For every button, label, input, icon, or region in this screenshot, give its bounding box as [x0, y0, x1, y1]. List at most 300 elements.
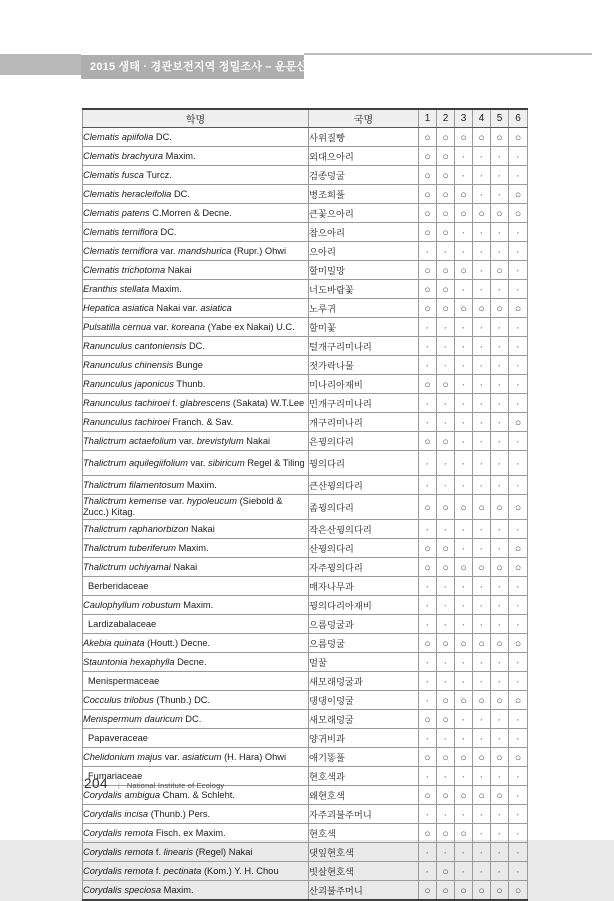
- presence-circle-icon: ○: [442, 502, 449, 515]
- absence-dot-icon: ·: [426, 247, 429, 257]
- presence-circle-icon: ○: [514, 502, 522, 515]
- latin-name-segment: Thalictrum raphanorbizon: [83, 523, 189, 534]
- presence-circle-icon: ○: [514, 885, 522, 898]
- presence-circle-icon: ○: [514, 208, 522, 220]
- latin-name-segment: Pulsatilla cernua: [83, 321, 152, 332]
- authority-segment: Franch. & Sav.: [169, 416, 234, 427]
- korean-name-cell: 양귀비과: [309, 729, 419, 748]
- authority-segment: Thunb.: [173, 378, 206, 389]
- absence-mark-cell: [455, 539, 473, 558]
- presence-mark-cell: [437, 128, 455, 147]
- presence-mark-cell: [455, 558, 473, 577]
- absence-mark-cell: [491, 520, 509, 539]
- absence-dot-icon: ·: [516, 285, 520, 295]
- absence-dot-icon: ·: [516, 481, 520, 492]
- latin-name-segment: Corydalis ambigua: [83, 789, 160, 800]
- presence-circle-icon: ○: [424, 284, 431, 296]
- absence-dot-icon: ·: [480, 677, 483, 688]
- absence-dot-icon: ·: [462, 867, 465, 878]
- latin-name-segment: Ranunculus chinensis: [83, 359, 174, 370]
- presence-circle-icon: ○: [442, 379, 449, 391]
- latin-name-segment: Clematis apiifolia: [83, 131, 154, 142]
- presence-mark-cell: [437, 261, 455, 280]
- korean-name-cell: 젓가락나물: [309, 356, 419, 375]
- absence-dot-icon: ·: [516, 228, 520, 238]
- absence-dot-icon: ·: [516, 171, 520, 181]
- absence-dot-icon: ·: [516, 437, 520, 447]
- absence-mark-cell: [473, 824, 491, 843]
- latin-name-segment: Ranunculus japonicus: [83, 378, 174, 389]
- absence-mark-cell: [419, 520, 437, 539]
- absence-mark-cell: [473, 767, 491, 786]
- footer-institute-text: National Institute of Ecology: [126, 781, 225, 790]
- table-row: [83, 558, 528, 577]
- korean-name-cell: 할미꽃: [309, 318, 419, 337]
- absence-mark-cell: [437, 767, 455, 786]
- latin-name-segment: hypoleucum: [186, 496, 237, 507]
- absence-dot-icon: ·: [462, 342, 465, 352]
- table-row: [83, 577, 528, 596]
- species-name-cell: [83, 413, 309, 432]
- absence-dot-icon: ·: [480, 152, 483, 162]
- presence-mark-cell: [437, 748, 455, 767]
- absence-dot-icon: ·: [462, 437, 465, 447]
- presence-circle-icon: ○: [442, 208, 449, 220]
- species-name-cell: [83, 710, 309, 729]
- authority-segment: DC.: [153, 131, 172, 142]
- presence-mark-cell: [455, 299, 473, 318]
- presence-circle-icon: ○: [424, 828, 431, 841]
- species-name-cell: [83, 223, 309, 242]
- footer-separator: |: [118, 783, 120, 790]
- presence-circle-icon: ○: [496, 562, 503, 575]
- authority-segment: DC.: [171, 188, 190, 199]
- absence-dot-icon: ·: [480, 459, 483, 470]
- presence-circle-icon: ○: [424, 208, 431, 220]
- presence-mark-cell: [455, 204, 473, 223]
- presence-circle-icon: ○: [460, 132, 467, 144]
- absence-dot-icon: ·: [498, 544, 501, 555]
- authority-segment: (H. Hara) Ohwi: [221, 751, 287, 762]
- absence-dot-icon: ·: [516, 601, 520, 612]
- absence-dot-icon: ·: [480, 418, 483, 428]
- absence-dot-icon: ·: [462, 810, 465, 821]
- authority-segment: DC.: [186, 340, 205, 351]
- table-row: [83, 185, 528, 204]
- absence-dot-icon: ·: [444, 525, 447, 536]
- authority-segment: (Rupr.) Ohwi: [231, 245, 287, 256]
- absence-mark-cell: [491, 843, 509, 862]
- absence-mark-cell: [455, 166, 473, 185]
- presence-circle-icon: ○: [442, 828, 449, 841]
- presence-circle-icon: ○: [460, 828, 467, 841]
- absence-dot-icon: ·: [480, 810, 483, 821]
- presence-circle-icon: ○: [424, 265, 431, 277]
- korean-name-cell: 댓잎현호색: [309, 843, 419, 862]
- absence-mark-cell: [473, 843, 491, 862]
- latin-name-segment: linearis: [163, 846, 194, 857]
- absence-mark-cell: [437, 520, 455, 539]
- latin-name-segment: Corydalis remota: [83, 827, 154, 838]
- absence-mark-cell: [509, 577, 528, 596]
- absence-mark-cell: [437, 596, 455, 615]
- absence-mark-cell: [509, 432, 528, 451]
- absence-mark-cell: [473, 280, 491, 299]
- presence-circle-icon: ○: [442, 436, 449, 448]
- absence-mark-cell: [509, 147, 528, 166]
- species-name-cell: [83, 596, 309, 615]
- absence-dot-icon: ·: [498, 152, 501, 162]
- table-row: [83, 261, 528, 280]
- absence-dot-icon: ·: [480, 715, 483, 726]
- absence-mark-cell: [419, 356, 437, 375]
- presence-mark-cell: [509, 495, 528, 520]
- absence-mark-cell: [491, 539, 509, 558]
- absence-mark-cell: [473, 356, 491, 375]
- absence-mark-cell: [419, 862, 437, 881]
- absence-dot-icon: ·: [480, 867, 483, 878]
- latin-name-segment: Corydalis remota: [83, 865, 154, 876]
- absence-dot-icon: ·: [498, 677, 501, 688]
- absence-mark-cell: [491, 223, 509, 242]
- absence-dot-icon: ·: [426, 658, 429, 669]
- presence-circle-icon: ○: [460, 638, 467, 651]
- absence-mark-cell: [419, 843, 437, 862]
- presence-circle-icon: ○: [442, 752, 449, 765]
- presence-mark-cell: [455, 128, 473, 147]
- absence-dot-icon: ·: [516, 323, 520, 333]
- latin-name-segment: Clematis patens: [83, 207, 150, 218]
- absence-mark-cell: [455, 280, 473, 299]
- absence-dot-icon: ·: [462, 677, 465, 688]
- presence-mark-cell: [455, 261, 473, 280]
- absence-dot-icon: ·: [516, 342, 520, 352]
- table-row: [83, 128, 528, 147]
- presence-circle-icon: ○: [478, 502, 485, 515]
- absence-mark-cell: [455, 375, 473, 394]
- presence-circle-icon: ○: [478, 752, 485, 765]
- absence-dot-icon: ·: [462, 848, 465, 859]
- presence-circle-icon: ○: [442, 562, 449, 575]
- presence-circle-icon: ○: [460, 885, 467, 898]
- absence-mark-cell: [455, 672, 473, 691]
- table-row: [83, 476, 528, 495]
- table-row: [83, 634, 528, 653]
- absence-mark-cell: [455, 476, 473, 495]
- presence-circle-icon: ○: [478, 885, 485, 898]
- latin-name-segment: Ranunculus tachiroei: [83, 397, 170, 408]
- absence-mark-cell: [455, 242, 473, 261]
- absence-dot-icon: ·: [480, 323, 483, 333]
- authority-segment: f.: [153, 846, 164, 857]
- absence-mark-cell: [491, 318, 509, 337]
- absence-mark-cell: [419, 691, 437, 710]
- species-name-cell: [83, 824, 309, 843]
- table-row: [83, 451, 528, 476]
- absence-mark-cell: [455, 615, 473, 634]
- presence-mark-cell: [491, 495, 509, 520]
- table-row: [83, 356, 528, 375]
- absence-mark-cell: [473, 451, 491, 476]
- absence-mark-cell: [455, 451, 473, 476]
- absence-mark-cell: [509, 337, 528, 356]
- presence-mark-cell: [419, 223, 437, 242]
- presence-circle-icon: ○: [442, 151, 449, 163]
- absence-mark-cell: [509, 862, 528, 881]
- absence-dot-icon: ·: [480, 266, 483, 276]
- korean-name-cell: 큰산꿩의다리: [309, 476, 419, 495]
- absence-dot-icon: ·: [516, 658, 520, 669]
- absence-dot-icon: ·: [462, 734, 465, 745]
- absence-dot-icon: ·: [516, 247, 520, 257]
- presence-circle-icon: ○: [496, 885, 503, 898]
- absence-dot-icon: ·: [498, 481, 501, 492]
- absence-dot-icon: ·: [498, 459, 501, 470]
- absence-mark-cell: [473, 577, 491, 596]
- absence-mark-cell: [473, 394, 491, 413]
- authority-segment: Decne.: [174, 656, 207, 667]
- absence-dot-icon: ·: [516, 791, 520, 802]
- absence-mark-cell: [437, 672, 455, 691]
- species-name-cell: [83, 634, 309, 653]
- absence-mark-cell: [491, 147, 509, 166]
- presence-mark-cell: [419, 280, 437, 299]
- family-name-cell: [83, 672, 309, 691]
- absence-mark-cell: [509, 261, 528, 280]
- absence-dot-icon: ·: [498, 171, 501, 181]
- presence-mark-cell: [419, 261, 437, 280]
- absence-mark-cell: [455, 432, 473, 451]
- species-name-cell: [83, 299, 309, 318]
- absence-dot-icon: ·: [444, 810, 447, 821]
- latin-name-segment: Clematis heracleifolia: [83, 188, 172, 199]
- absence-dot-icon: ·: [462, 481, 465, 492]
- presence-mark-cell: [437, 539, 455, 558]
- latin-name-segment: asiatica: [200, 302, 232, 313]
- table-row: [83, 691, 528, 710]
- absence-mark-cell: [491, 337, 509, 356]
- absence-dot-icon: ·: [426, 734, 429, 745]
- authority-segment: Turcz.: [143, 169, 172, 180]
- presence-mark-cell: [437, 691, 455, 710]
- absence-mark-cell: [491, 672, 509, 691]
- chapter-title: 2015 생태 · 경관보전지역 정밀조사 – 운문산: [90, 61, 308, 73]
- absence-mark-cell: [419, 413, 437, 432]
- absence-dot-icon: ·: [498, 658, 501, 669]
- table-row: [83, 881, 528, 901]
- korean-name-cell: 댕댕이덩굴: [309, 691, 419, 710]
- table-row: [83, 539, 528, 558]
- presence-circle-icon: ○: [496, 752, 503, 765]
- absence-dot-icon: ·: [462, 247, 465, 257]
- korean-name-cell: 으아리: [309, 242, 419, 261]
- absence-mark-cell: [437, 615, 455, 634]
- latin-name-segment: Eranthis stellata: [83, 283, 150, 294]
- presence-mark-cell: [437, 634, 455, 653]
- table-row: [83, 318, 528, 337]
- absence-dot-icon: ·: [498, 418, 501, 428]
- absence-mark-cell: [509, 596, 528, 615]
- family-name-cell: [83, 577, 309, 596]
- column-header-site-1: 1: [419, 109, 437, 128]
- table-row: [83, 729, 528, 748]
- absence-mark-cell: [491, 596, 509, 615]
- table-row: [83, 748, 528, 767]
- absence-mark-cell: [473, 318, 491, 337]
- absence-mark-cell: [491, 413, 509, 432]
- species-name-cell: [83, 451, 309, 476]
- presence-mark-cell: [419, 166, 437, 185]
- presence-mark-cell: [455, 748, 473, 767]
- authority-segment: Regel & Tiling: [244, 457, 305, 468]
- absence-mark-cell: [419, 318, 437, 337]
- presence-circle-icon: ○: [442, 543, 449, 556]
- authority-segment: Maxim.: [180, 599, 214, 610]
- presence-circle-icon: ○: [478, 303, 485, 315]
- absence-dot-icon: ·: [480, 601, 483, 612]
- absence-dot-icon: ·: [516, 459, 520, 470]
- column-header-scientific-name: 학명: [83, 109, 309, 128]
- presence-circle-icon: ○: [442, 284, 449, 296]
- absence-dot-icon: ·: [516, 715, 520, 726]
- absence-mark-cell: [473, 337, 491, 356]
- latin-name-segment: pectinata: [163, 865, 202, 876]
- absence-dot-icon: ·: [444, 342, 447, 352]
- presence-mark-cell: [491, 786, 509, 805]
- absence-mark-cell: [437, 242, 455, 261]
- latin-name-segment: asiaticum: [182, 751, 222, 762]
- absence-dot-icon: ·: [462, 361, 465, 371]
- absence-dot-icon: ·: [444, 677, 447, 688]
- table-row: [83, 166, 528, 185]
- presence-mark-cell: [509, 539, 528, 558]
- authority-segment: DC.: [182, 713, 202, 724]
- table-row: [83, 862, 528, 881]
- presence-circle-icon: ○: [514, 562, 522, 575]
- absence-mark-cell: [419, 615, 437, 634]
- absence-dot-icon: ·: [426, 361, 429, 371]
- presence-mark-cell: [419, 147, 437, 166]
- presence-mark-cell: [491, 634, 509, 653]
- korean-name-cell: 애기똥풀: [309, 748, 419, 767]
- latin-name-segment: Hepatica asiatica: [83, 302, 154, 313]
- absence-mark-cell: [491, 805, 509, 824]
- presence-mark-cell: [437, 824, 455, 843]
- absence-dot-icon: ·: [426, 323, 429, 333]
- korean-name-cell: 현호색과: [309, 767, 419, 786]
- species-name-cell: [83, 539, 309, 558]
- presence-mark-cell: [419, 881, 437, 901]
- latin-name-segment: Stauntonia hexaphylla: [83, 656, 175, 667]
- absence-dot-icon: ·: [516, 152, 520, 162]
- presence-circle-icon: ○: [514, 752, 522, 765]
- absence-mark-cell: [455, 596, 473, 615]
- latin-name-segment: koreana: [171, 321, 205, 332]
- presence-circle-icon: ○: [442, 866, 449, 879]
- absence-dot-icon: ·: [498, 247, 501, 257]
- latin-name-segment: Ranunculus tachiroei: [83, 416, 170, 427]
- absence-dot-icon: ·: [462, 525, 465, 536]
- absence-mark-cell: [509, 476, 528, 495]
- absence-mark-cell: [419, 596, 437, 615]
- absence-mark-cell: [509, 843, 528, 862]
- korean-name-cell: 미나리아재비: [309, 375, 419, 394]
- absence-dot-icon: ·: [516, 399, 520, 409]
- latin-name-segment: Thalictrum actaefolium: [83, 435, 177, 446]
- absence-dot-icon: ·: [516, 677, 520, 688]
- absence-mark-cell: [509, 318, 528, 337]
- absence-dot-icon: ·: [426, 582, 429, 593]
- absence-mark-cell: [491, 166, 509, 185]
- table-header-row: [83, 109, 528, 128]
- absence-dot-icon: ·: [462, 171, 465, 181]
- table-row: [83, 204, 528, 223]
- presence-mark-cell: [437, 862, 455, 881]
- absence-dot-icon: ·: [426, 481, 429, 492]
- korean-name-cell: 꿩의다리아재비: [309, 596, 419, 615]
- absence-dot-icon: ·: [480, 544, 483, 555]
- absence-dot-icon: ·: [462, 772, 465, 783]
- presence-circle-icon: ○: [478, 132, 485, 144]
- korean-name-cell: 개구리미나리: [309, 413, 419, 432]
- authority-segment: Lardizabalaceae: [88, 618, 157, 629]
- absence-mark-cell: [473, 242, 491, 261]
- authority-segment: Cham. & Schleht.: [160, 789, 235, 800]
- absence-dot-icon: ·: [516, 361, 520, 371]
- absence-mark-cell: [509, 805, 528, 824]
- presence-circle-icon: ○: [478, 562, 485, 575]
- absence-mark-cell: [491, 432, 509, 451]
- presence-mark-cell: [491, 128, 509, 147]
- absence-mark-cell: [509, 242, 528, 261]
- absence-mark-cell: [491, 476, 509, 495]
- absence-dot-icon: ·: [516, 380, 520, 390]
- presence-circle-icon: ○: [496, 265, 503, 277]
- presence-mark-cell: [473, 748, 491, 767]
- chapter-header-banner: [81, 55, 308, 79]
- presence-circle-icon: ○: [496, 303, 503, 315]
- presence-circle-icon: ○: [496, 208, 503, 220]
- absence-dot-icon: ·: [426, 399, 429, 409]
- species-name-cell: [83, 185, 309, 204]
- korean-name-cell: 산괴불주머니: [309, 881, 419, 901]
- latin-name-segment: sibiricum: [208, 457, 245, 468]
- absence-dot-icon: ·: [480, 361, 483, 371]
- presence-mark-cell: [419, 185, 437, 204]
- presence-circle-icon: ○: [514, 303, 522, 315]
- korean-name-cell: 자주괴불주머니: [309, 805, 419, 824]
- absence-dot-icon: ·: [480, 285, 483, 295]
- authority-segment: Fisch. ex Maxim.: [153, 827, 226, 838]
- absence-dot-icon: ·: [498, 228, 501, 238]
- korean-name-cell: 은꿩의다리: [309, 432, 419, 451]
- absence-dot-icon: ·: [462, 152, 465, 162]
- absence-dot-icon: ·: [444, 418, 447, 428]
- absence-dot-icon: ·: [480, 525, 483, 536]
- absence-dot-icon: ·: [426, 601, 429, 612]
- korean-name-cell: 노루귀: [309, 299, 419, 318]
- absence-dot-icon: ·: [444, 620, 447, 631]
- column-header-site-2: 2: [437, 109, 455, 128]
- absence-dot-icon: ·: [444, 601, 447, 612]
- latin-name-segment: glabrescens: [180, 397, 231, 408]
- absence-mark-cell: [437, 653, 455, 672]
- latin-name-segment: Thalictrum aquilegiifolium: [83, 457, 188, 468]
- absence-dot-icon: ·: [498, 323, 501, 333]
- latin-name-segment: Corydalis remota: [83, 846, 154, 857]
- absence-mark-cell: [473, 805, 491, 824]
- latin-name-segment: Caulophyllum robustum: [83, 599, 181, 610]
